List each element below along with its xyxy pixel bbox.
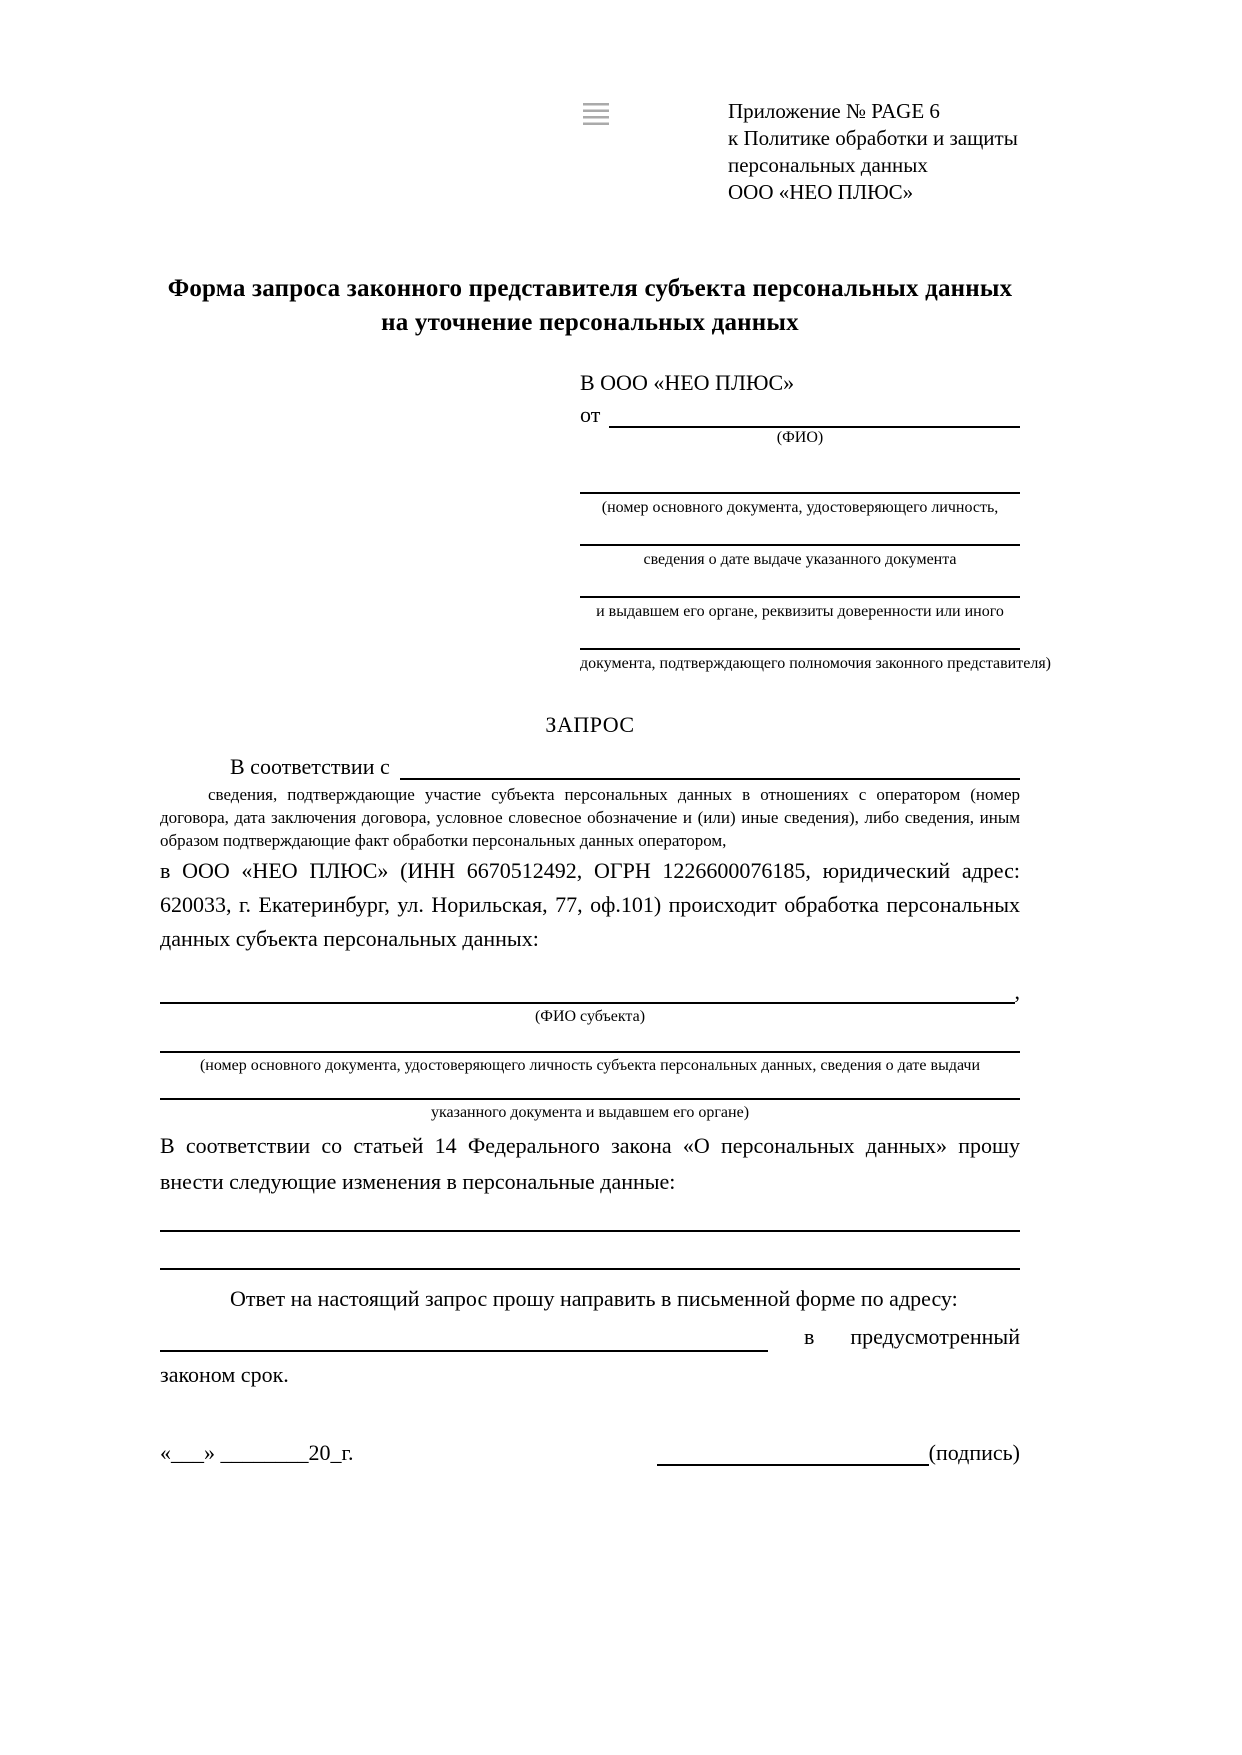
answer-word-v: в	[804, 1324, 815, 1349]
signature-blank-line[interactable]	[657, 1440, 929, 1466]
fio-caption: (ФИО)	[776, 429, 824, 446]
form-title	[160, 272, 1020, 340]
subject-authority-blank-line[interactable]	[160, 1098, 1020, 1100]
issue-date-caption: сведения о дате выдаче указанного документа	[643, 551, 957, 568]
accordance-label: В соответствии с	[230, 754, 390, 779]
subject-fio-comma: ,	[1014, 979, 1020, 1004]
addressee-block	[580, 368, 1051, 674]
operator-paragraph: в ООО «НЕО ПЛЮС» (ИНН 6670512492, ОГРН 1226600076185, юридический адрес: 620033, г. Екатеринбург, ул. Норильская, 77, оф.101) происходит обработка персональных данных субъекта персональных данных:	[160, 858, 1020, 951]
authority-document-caption: документа, подтверждающего полномочия законного представителя)	[580, 655, 1051, 672]
from-label: от	[580, 402, 601, 427]
answer-tail: законом срок.	[160, 1362, 289, 1387]
answer-sentence: Ответ на настоящий запрос прошу направить в письменной форме по адресу:	[230, 1286, 958, 1311]
company-name-line: ООО «НЕО ПЛЮС»	[728, 180, 914, 204]
answer-word-predusmotrenny: предусмотренный	[850, 1324, 1020, 1349]
form-title-line2: на уточнение персональных данных	[381, 309, 799, 336]
subject-document-caption: (номер основного документа, удостоверяющего личность субъекта персональных данных, сведения о дате выдачи	[199, 1057, 981, 1074]
subject-fio-blank-line[interactable]	[160, 978, 1015, 1004]
document-number-blank-line[interactable]	[580, 492, 1020, 494]
appendix-header-block	[728, 98, 1020, 206]
signature-group	[657, 1440, 1020, 1466]
subject-document-blank-line[interactable]	[160, 1051, 1020, 1053]
authority-document-field	[580, 648, 1051, 674]
accordance-row	[160, 754, 1020, 780]
changes-blank-line-2[interactable]	[160, 1268, 1020, 1270]
issue-date-blank-line[interactable]	[580, 544, 1020, 546]
footer-row	[160, 1440, 1020, 1466]
accordance-fine-print: сведения, подтверждающие участие субъекта персональных данных в отношениях с оператором (номер договора, дата заключения договора, условное словесное обозначение и (или) иные сведения), либо сведения, иным образом подтверждающие факт обработки персональных данных оператором,	[160, 785, 1020, 850]
document-number-field	[580, 492, 1020, 518]
answer-address-row	[160, 1322, 1020, 1352]
from-row	[580, 402, 1020, 428]
changes-blank-line-1[interactable]	[160, 1230, 1020, 1232]
answer-address-blank-line[interactable]	[160, 1326, 768, 1352]
authority-document-blank-line[interactable]	[580, 648, 1020, 650]
field-code-marks-artifact	[583, 103, 609, 128]
article14-paragraph: В соответствии со статьей 14 Федерального закона «О персональных данных» прошу внести следующие изменения в персональные данные:	[160, 1133, 1020, 1194]
request-heading: ЗАПРОС	[545, 712, 635, 737]
addressee-company: В ООО «НЕО ПЛЮС»	[580, 370, 795, 395]
subject-authority-caption: указанного документа и выдавшем его органе)	[430, 1104, 750, 1121]
issuing-authority-caption: и выдавшем его органе, реквизиты доверенности или иного	[596, 603, 1004, 620]
subject-fio-row	[160, 978, 1020, 1004]
accordance-blank-line[interactable]	[400, 754, 1020, 780]
policy-reference-line2: персональных данных	[728, 153, 928, 177]
issuing-authority-blank-line[interactable]	[580, 596, 1020, 598]
issue-date-field	[580, 544, 1020, 570]
policy-reference-line: к Политике обработки и защиты	[728, 126, 1018, 150]
document-number-caption: (номер основного документа, удостоверяющего личность,	[601, 499, 999, 516]
signature-caption: (подпись)	[928, 1440, 1020, 1465]
issuing-authority-field	[580, 596, 1020, 622]
fio-blank-line[interactable]	[609, 402, 1020, 428]
form-title-line1: Форма запроса законного представителя субъекта персональных данных	[167, 275, 1013, 302]
date-line[interactable]: «___» ________20_г.	[160, 1440, 354, 1465]
subject-fio-caption: (ФИО субъекта)	[534, 1008, 646, 1025]
appendix-number-line: Приложение № PAGE 6	[728, 99, 940, 123]
